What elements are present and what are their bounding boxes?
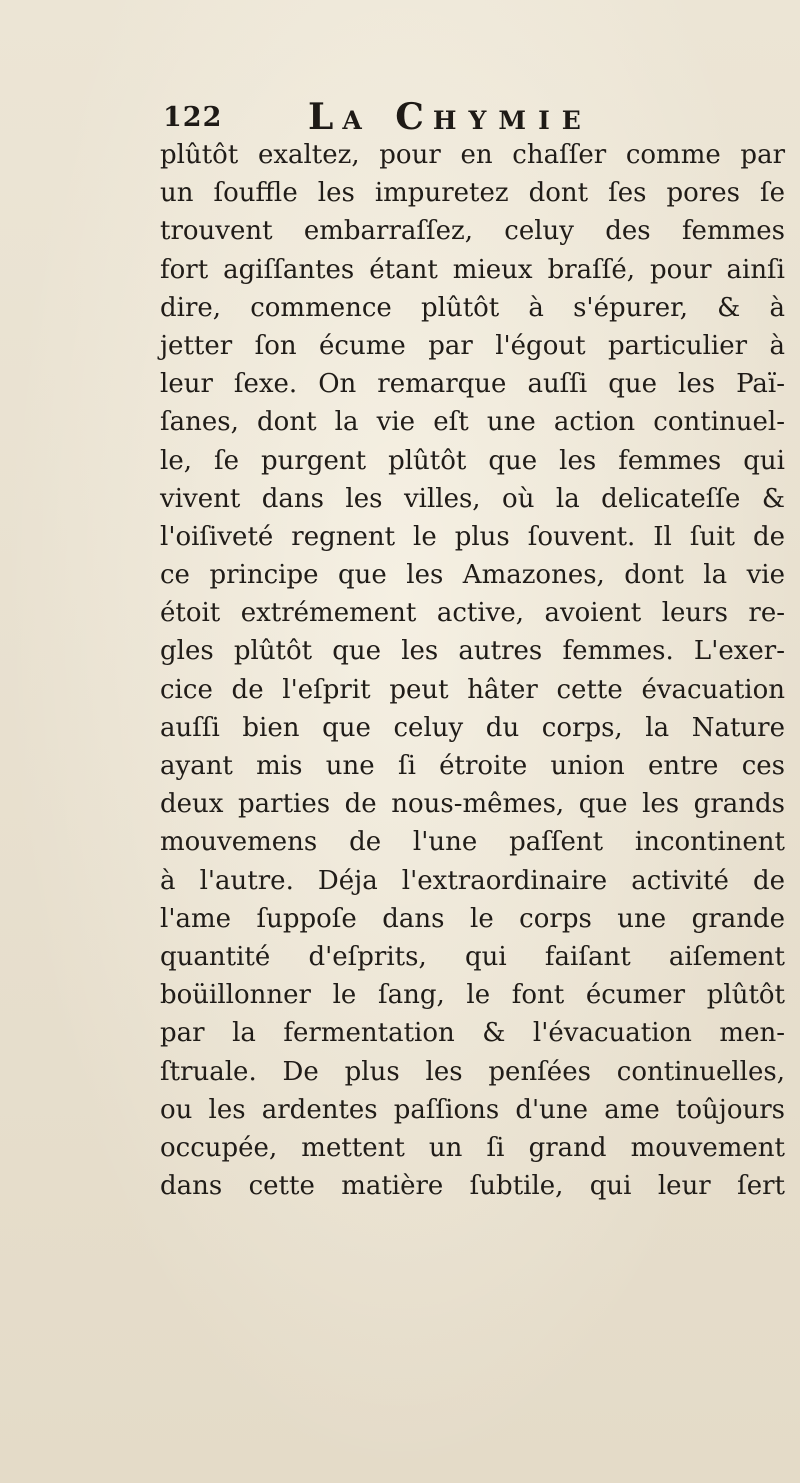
- text-line: quantité d'eſprits, qui faiſant aiſement: [160, 941, 785, 972]
- text-line: cice de l'eſprit peut hâter cette évacuation: [160, 674, 785, 705]
- text-line: à l'autre. Déja l'extraordinaire activité de: [160, 865, 785, 896]
- running-title: [308, 96, 593, 138]
- title-first-initial: L: [308, 96, 343, 138]
- text-line: trouvent embarraſſez, celuy des femmes: [160, 216, 785, 247]
- text-line: leur ſexe. On remarque auſſi que les Paï-: [160, 369, 785, 400]
- text-line: ſanes, dont la vie eſt une action continuel-: [160, 407, 785, 438]
- text-line: l'ame ſuppoſe dans le corps une grande: [160, 903, 785, 934]
- text-line: fort agiſſantes étant mieux braſſé, pour ainſi: [160, 254, 785, 285]
- body-text: [160, 136, 785, 1205]
- text-line: le, ſe purgent plûtôt que les femmes qui: [160, 445, 785, 476]
- text-line: étoit extrémement active, avoient leurs re-: [160, 598, 785, 629]
- text-line: l'oiſiveté regnent le plus ſouvent. Il ſuit de: [160, 521, 785, 552]
- text-line: ſtruale. De plus les penſées continuelles,: [160, 1056, 785, 1087]
- text-line: dans cette matière ſubtile, qui leur ſert: [160, 1171, 785, 1202]
- text-line: mouvemens de l'une paſſent incontinent: [160, 827, 785, 858]
- text-line: jetter ſon écume par l'égout particulier à: [160, 330, 785, 361]
- text-line: ou les ardentes paſſions d'une ame toûjours: [160, 1094, 785, 1125]
- title-first-rest: A: [342, 106, 374, 135]
- title-second-initial: C: [395, 96, 433, 138]
- text-line: boüillonner le ſang, le font écumer plûtôt: [160, 980, 785, 1011]
- text-line: gles plûtôt que les autres femmes. L'exer-: [160, 636, 785, 667]
- text-line: ayant mis une ſi étroite union entre ces: [160, 751, 785, 781]
- text-line: vivent dans les villes, où la delicateſſe &: [160, 483, 785, 514]
- text-line: deux parties de nous-mêmes, que les grands: [160, 789, 785, 820]
- text-line: occupée, mettent un ſi grand mouvement: [160, 1132, 785, 1163]
- text-line: ce principe que les Amazones, dont la vie: [160, 560, 785, 591]
- running-header: [163, 96, 723, 140]
- text-line: plûtôt exaltez, pour en chaſſer comme par: [160, 140, 785, 170]
- text-line: un ſouffle les impuretez dont ſes pores ſe: [160, 178, 785, 209]
- title-second-rest: HYMIE: [432, 106, 593, 135]
- text-line: auſſi bien que celuy du corps, la Nature: [160, 712, 785, 743]
- text-line: par la fermentation & l'évacuation men-: [160, 1018, 785, 1049]
- page-number: 122: [163, 102, 223, 133]
- text-line: dire, commence plûtôt à s'épurer, & à: [160, 292, 785, 323]
